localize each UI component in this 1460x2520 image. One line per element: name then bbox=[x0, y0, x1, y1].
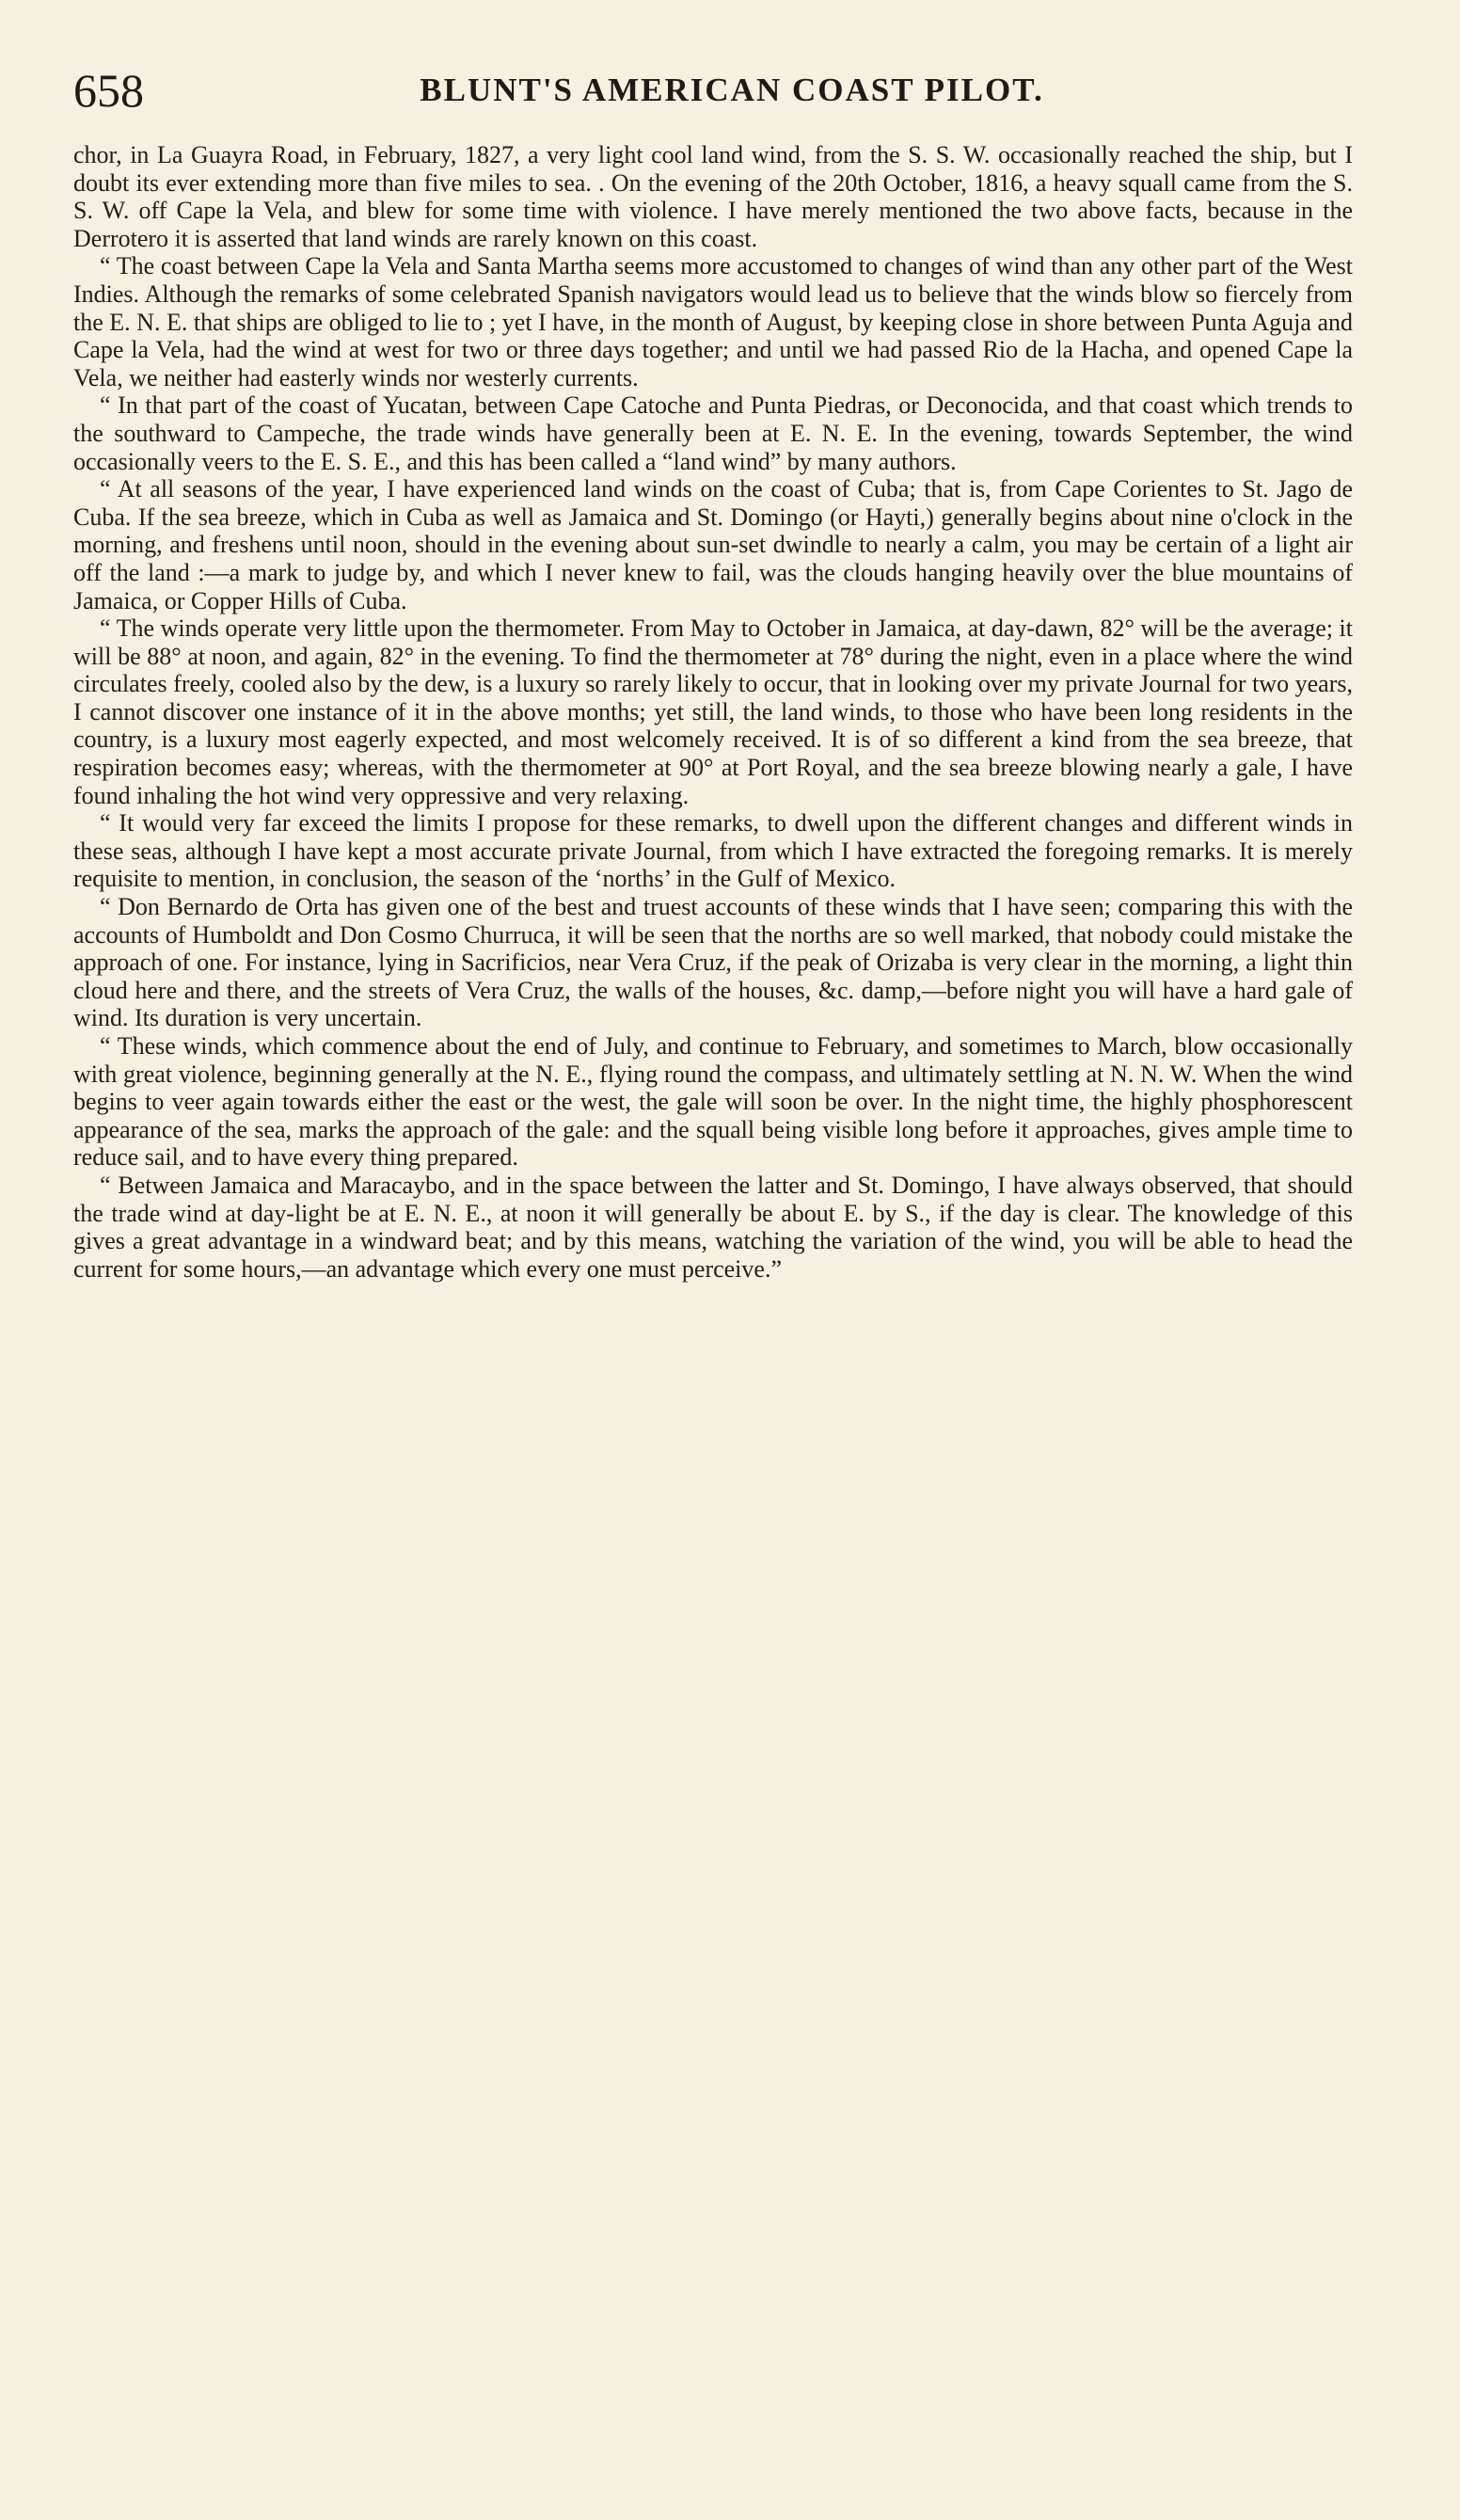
page-number: 658 bbox=[73, 64, 144, 117]
paragraph: “ At all seasons of the year, I have experienced land winds on the coast of Cuba; that is, from Cape Corientes to St. Jago de Cuba. If the sea breeze, which in Cuba as well as Jamaica and St. Domingo (or Hayti,) generally begins about nine o'clock in the morning, and freshens until noon, should in the evening about sun-set dwindle to nearly a calm, you may be certain of a light air off the land :—a mark to judge by, and which I never knew to fail, was the clouds hanging heavily over the blue mountains of Jamaica, or Copper Hills of Cuba. bbox=[73, 475, 1353, 614]
paragraph: “ Don Bernardo de Orta has given one of the best and truest accounts of these winds that I have seen; comparing this with the accounts of Humboldt and Don Cosmo Churruca, it will be seen that the norths are so well marked, that nobody could mistake the approach of one. For instance, lying in Sacrificios, near Vera Cruz, if the peak of Orizaba is very clear in the morning, a light thin cloud here and there, and the streets of Vera Cruz, the walls of the houses, &c. damp,—before night you will have a hard gale of wind. Its duration is very uncertain. bbox=[73, 893, 1353, 1032]
paragraph: “ In that part of the coast of Yucatan, between Cape Catoche and Punta Piedras, or Deconocida, and that coast which trends to the southward to Campeche, the trade winds have generally been at E. N. E. In the evening, towards September, the wind occasionally veers to the E. S. E., and this has been called a “land wind” by many authors. bbox=[73, 391, 1353, 475]
paragraph: “ Between Jamaica and Maracaybo, and in the space between the latter and St. Domingo, I have always observed, that should the trade wind at day-light be at E. N. E., at noon it will generally be about E. by S., if the day is clear. The knowledge of this gives a great advantage in a windward beat; and by this means, watching the variation of the wind, you will be able to head the current for some hours,—an advantage which every one must perceive.” bbox=[73, 1171, 1353, 1283]
paragraph: “ These winds, which commence about the end of July, and continue to February, and sometimes to March, blow occasionally with great violence, beginning generally at the N. E., flying round the compass, and ultimately settling at N. N. W. When the wind begins to veer again towards either the east or the west, the gale will soon be over. In the night time, the highly phosphorescent appearance of the sea, marks the approach of the gale: and the squall being visible long before it approaches, gives ample time to reduce sail, and to have every thing prepared. bbox=[73, 1032, 1353, 1172]
body-text bbox=[73, 141, 1353, 1283]
paragraph: “ It would very far exceed the limits I propose for these remarks, to dwell upon the different changes and different winds in these seas, although I have kept a most accurate private Journal, from which I have extracted the foregoing remarks. It is merely requisite to mention, in conclusion, the season of the ‘norths’ in the Gulf of Mexico. bbox=[73, 809, 1353, 893]
running-head: BLUNT'S AMERICAN COAST PILOT. bbox=[420, 72, 1044, 108]
paragraph: chor, in La Guayra Road, in February, 1827, a very light cool land wind, from the S. S. W. occasionally reached the ship, but I doubt its ever extending more than five miles to sea. . On the evening of the 20th October, 1816, a heavy squall came from the S. S. W. off Cape la Vela, and blew for some time with violence. I have merely mentioned the two above facts, because in the Derrotero it is asserted that land winds are rarely known on this coast. bbox=[73, 141, 1353, 252]
paragraph: “ The winds operate very little upon the thermometer. From May to October in Jamaica, at day-dawn, 82° will be the average; it will be 88° at noon, and again, 82° in the evening. To find the thermometer at 78° during the night, even in a place where the wind circulates freely, cooled also by the dew, is a luxury so rarely likely to occur, that in looking over my private Journal for two years, I cannot discover one instance of it in the above months; yet still, the land winds, to those who have been long residents in the country, is a luxury most eagerly expected, and most welcomely received. It is of so different a kind from the sea breeze, that respiration becomes easy; whereas, with the thermometer at 90° at Port Royal, and the sea breeze blowing nearly a gale, I have found inhaling the hot wind very oppressive and very relaxing. bbox=[73, 614, 1353, 809]
page-header bbox=[73, 62, 1390, 119]
paragraph: “ The coast between Cape la Vela and Santa Martha seems more accustomed to changes of wind than any other part of the West Indies. Although the remarks of some celebrated Spanish navigators would lead us to believe that the winds blow so fiercely from the E. N. E. that ships are obliged to lie to ; yet I have, in the month of August, by keeping close in shore between Punta Aguja and Cape la Vela, had the wind at west for two or three days together; and until we had passed Rio de la Hacha, and opened Cape la Vela, we neither had easterly winds nor westerly currents. bbox=[73, 252, 1353, 391]
